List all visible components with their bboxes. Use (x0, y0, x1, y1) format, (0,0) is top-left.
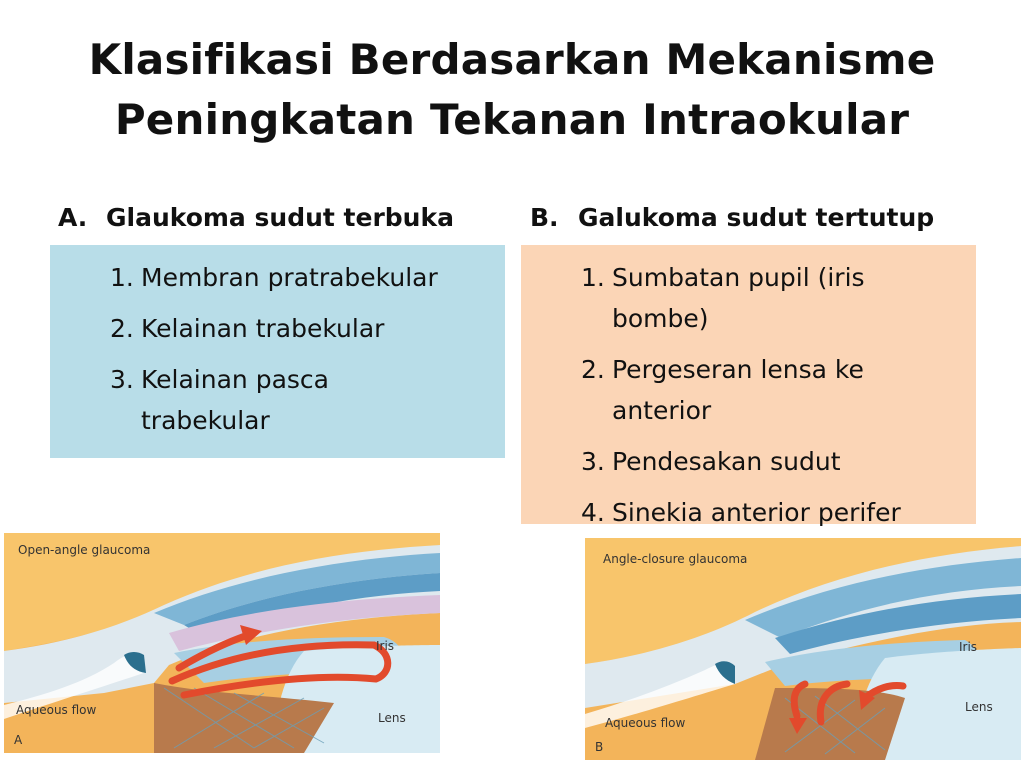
item-text: Sinekia anterior perifer (612, 498, 901, 527)
section-b-heading (530, 200, 934, 236)
slide-title (0, 30, 1024, 150)
section-b-title: Galukoma sudut tertutup (578, 203, 935, 232)
figure-b-iris-label: Iris (959, 640, 978, 654)
item-number: 1. (110, 263, 134, 292)
section-b-box (521, 245, 976, 527)
list-item (581, 441, 976, 482)
title-line-2: Peningkatan Tekanan Intraokular (114, 95, 910, 144)
item-number: 2. (581, 355, 605, 384)
list-item (581, 257, 976, 339)
item-text: Pergeseran lensa ke anterior (612, 355, 864, 425)
figure-a-caption: Open-angle glaucoma (18, 543, 151, 557)
section-b-letter: B. (530, 203, 559, 232)
figure-a-iris-label: Iris (376, 639, 395, 653)
section-a-box (50, 245, 505, 458)
open-angle-glaucoma-figure (4, 533, 440, 753)
figure-b-lens-label: Lens (965, 700, 993, 714)
item-text: Membran pratrabekular (141, 263, 438, 292)
list-item (581, 349, 976, 431)
figure-b-caption: Angle-closure glaucoma (603, 552, 748, 566)
item-number: 3. (110, 365, 134, 394)
list-item (581, 492, 976, 533)
list-item (110, 308, 505, 349)
section-a-heading (58, 200, 454, 236)
figure-a-lens-label: Lens (378, 711, 406, 725)
item-text: Kelainan pasca trabekular (141, 365, 329, 435)
item-number: 1. (581, 263, 605, 292)
item-number: 2. (110, 314, 134, 343)
list-item (110, 359, 505, 441)
item-text: Pendesakan sudut (612, 447, 841, 476)
figure-a-panel-letter: A (14, 733, 23, 747)
item-number: 4. (581, 498, 605, 527)
section-a-letter: A. (58, 203, 88, 232)
figure-b-flow-label: Aqueous flow (605, 716, 686, 730)
figure-b-panel-letter: B (595, 740, 604, 754)
angle-closure-glaucoma-figure (585, 538, 1021, 760)
section-a-title: Glaukoma sudut terbuka (106, 203, 454, 232)
list-item (110, 257, 505, 298)
item-text: Sumbatan pupil (iris bombe) (612, 263, 865, 333)
open-angle-eye-illustration (4, 533, 440, 753)
item-number: 3. (581, 447, 605, 476)
figure-a-flow-label: Aqueous flow (16, 703, 97, 717)
item-text: Kelainan trabekular (141, 314, 385, 343)
title-line-1: Klasifikasi Berdasarkan Mekanisme (88, 35, 936, 84)
